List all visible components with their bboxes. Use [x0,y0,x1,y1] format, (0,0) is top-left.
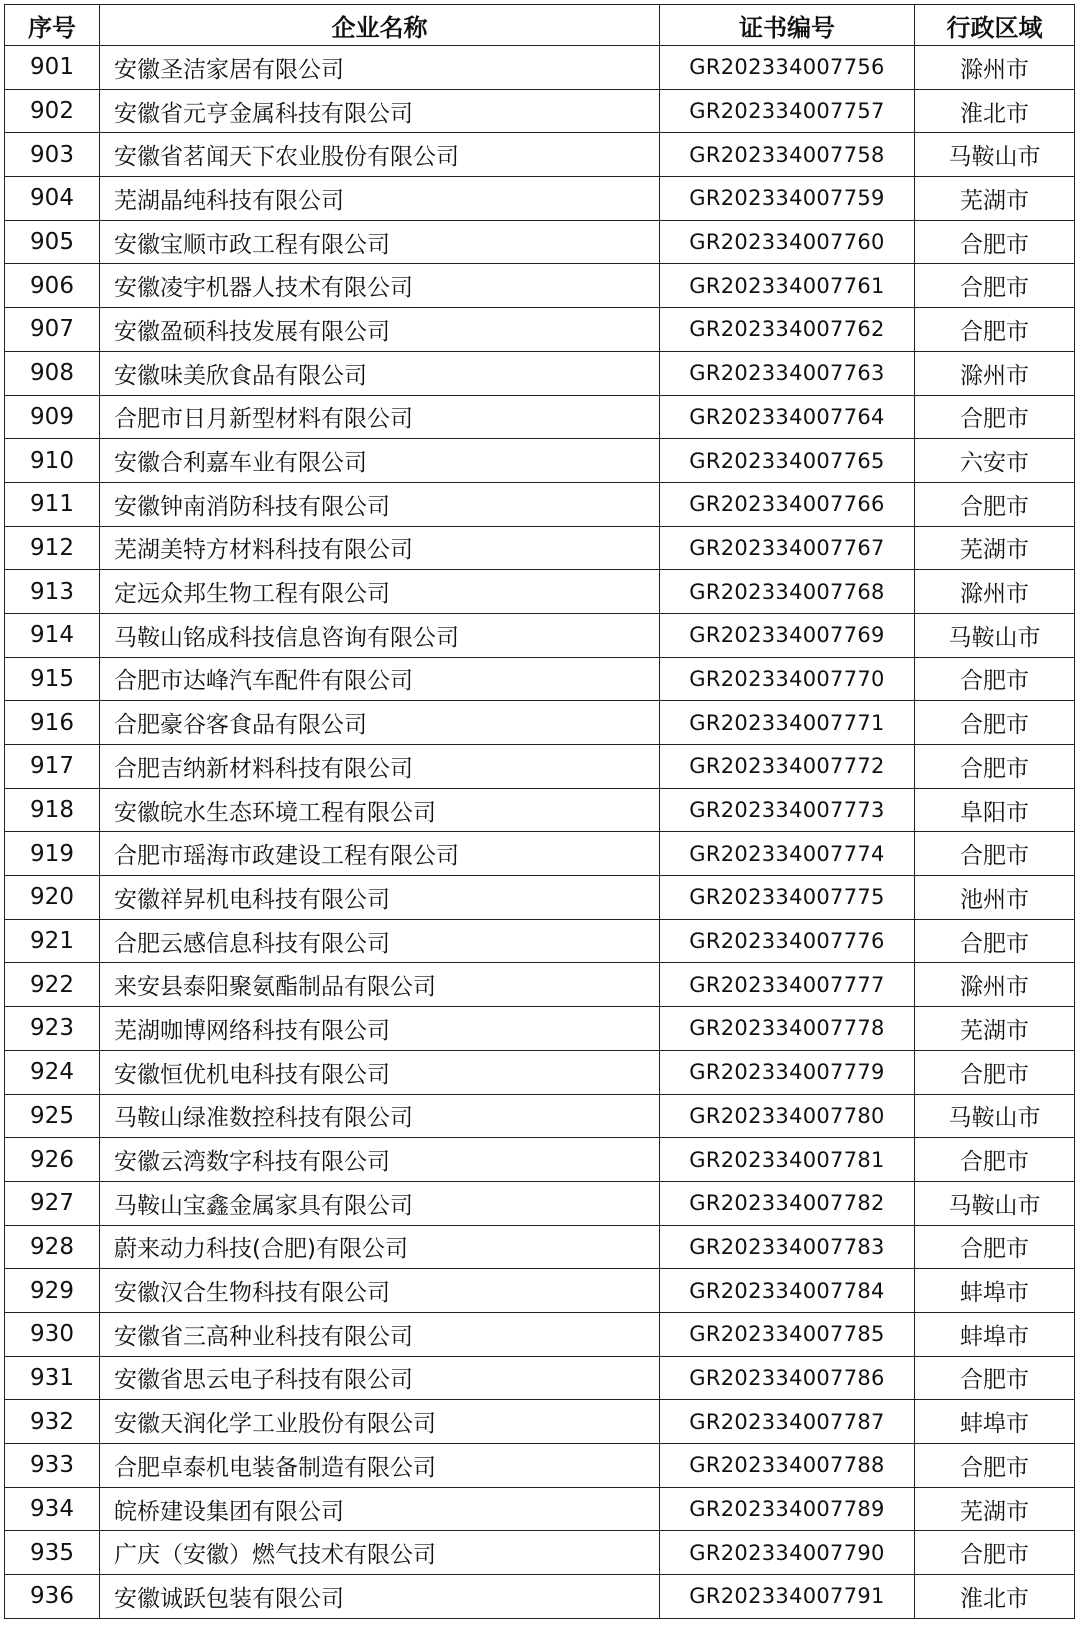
company-name: 安徽汉合生物科技有限公司 [100,1269,660,1313]
certificate-no: GR202334007756 [660,46,915,90]
region: 芜湖市 [915,1007,1075,1051]
region: 马鞍山市 [915,613,1075,657]
region: 合肥市 [915,701,1075,745]
table-row [5,1400,1075,1444]
region: 蚌埠市 [915,1269,1075,1313]
region: 阜阳市 [915,788,1075,832]
company-name: 安徽天润化学工业股份有限公司 [100,1400,660,1444]
region: 合肥市 [915,308,1075,352]
table-row [5,832,1075,876]
row-index: 913 [5,570,100,614]
certificate-no: GR202334007789 [660,1487,915,1531]
table-row [5,1487,1075,1531]
company-name: 安徽凌宇机器人技术有限公司 [100,264,660,308]
row-index: 935 [5,1531,100,1575]
certificate-no: GR202334007787 [660,1400,915,1444]
region: 合肥市 [915,1225,1075,1269]
company-name: 合肥云感信息科技有限公司 [100,919,660,963]
certificate-no: GR202334007767 [660,526,915,570]
company-name: 马鞍山绿准数控科技有限公司 [100,1094,660,1138]
table-row [5,526,1075,570]
company-name: 安徽诚跃包装有限公司 [100,1575,660,1619]
table-row [5,745,1075,789]
row-index: 929 [5,1269,100,1313]
company-name: 安徽省三高种业科技有限公司 [100,1312,660,1356]
certificate-no: GR202334007770 [660,657,915,701]
row-index: 932 [5,1400,100,1444]
certificate-no: GR202334007757 [660,89,915,133]
row-index: 936 [5,1575,100,1619]
company-name: 安徽省思云电子科技有限公司 [100,1356,660,1400]
region: 滁州市 [915,351,1075,395]
region: 合肥市 [915,919,1075,963]
table-row [5,395,1075,439]
table-row [5,1094,1075,1138]
region: 合肥市 [915,220,1075,264]
table-row [5,657,1075,701]
region: 合肥市 [915,1138,1075,1182]
row-index: 910 [5,439,100,483]
company-name: 合肥市瑶海市政建设工程有限公司 [100,832,660,876]
row-index: 924 [5,1050,100,1094]
region: 合肥市 [915,482,1075,526]
company-name: 皖桥建设集团有限公司 [100,1487,660,1531]
certificate-no: GR202334007784 [660,1269,915,1313]
table-row [5,177,1075,221]
row-index: 908 [5,351,100,395]
certificate-no: GR202334007775 [660,876,915,920]
row-index: 911 [5,482,100,526]
region: 马鞍山市 [915,133,1075,177]
row-index: 904 [5,177,100,221]
region: 合肥市 [915,832,1075,876]
table-header [5,5,1075,46]
row-index: 901 [5,46,100,90]
region: 合肥市 [915,657,1075,701]
table-row [5,876,1075,920]
table-row [5,963,1075,1007]
row-index: 914 [5,613,100,657]
row-index: 919 [5,832,100,876]
row-index: 912 [5,526,100,570]
company-name: 安徽皖水生态环境工程有限公司 [100,788,660,832]
header-region: 行政区域 [915,5,1075,46]
certificate-no: GR202334007771 [660,701,915,745]
table-row [5,1007,1075,1051]
certificate-no: GR202334007769 [660,613,915,657]
company-name: 芜湖美特方材料科技有限公司 [100,526,660,570]
table-row [5,1575,1075,1619]
table-row [5,46,1075,90]
table-row [5,89,1075,133]
certificate-no: GR202334007788 [660,1444,915,1488]
certificate-no: GR202334007759 [660,177,915,221]
certificate-no: GR202334007768 [660,570,915,614]
table-row [5,264,1075,308]
table-row [5,1312,1075,1356]
row-index: 922 [5,963,100,1007]
region: 合肥市 [915,1531,1075,1575]
certificate-no: GR202334007780 [660,1094,915,1138]
company-name: 安徽省茗闻天下农业股份有限公司 [100,133,660,177]
certificate-no: GR202334007776 [660,919,915,963]
row-index: 928 [5,1225,100,1269]
table-row [5,1181,1075,1225]
table-row [5,1444,1075,1488]
row-index: 934 [5,1487,100,1531]
company-name: 合肥市达峰汽车配件有限公司 [100,657,660,701]
company-name: 安徽钟南消防科技有限公司 [100,482,660,526]
enterprise-table [4,4,1075,1619]
header-company-name: 企业名称 [100,5,660,46]
company-name: 安徽恒优机电科技有限公司 [100,1050,660,1094]
company-name: 安徽圣洁家居有限公司 [100,46,660,90]
region: 合肥市 [915,745,1075,789]
certificate-no: GR202334007765 [660,439,915,483]
table-row [5,482,1075,526]
row-index: 915 [5,657,100,701]
table-row [5,1138,1075,1182]
region: 六安市 [915,439,1075,483]
company-name: 合肥卓泰机电装备制造有限公司 [100,1444,660,1488]
row-index: 931 [5,1356,100,1400]
row-index: 925 [5,1094,100,1138]
row-index: 907 [5,308,100,352]
region: 马鞍山市 [915,1181,1075,1225]
region: 蚌埠市 [915,1400,1075,1444]
region: 合肥市 [915,395,1075,439]
company-name: 芜湖咖博网络科技有限公司 [100,1007,660,1051]
region: 滁州市 [915,963,1075,1007]
region: 滁州市 [915,46,1075,90]
certificate-no: GR202334007782 [660,1181,915,1225]
company-name: 安徽云湾数字科技有限公司 [100,1138,660,1182]
row-index: 933 [5,1444,100,1488]
row-index: 926 [5,1138,100,1182]
company-name: 来安县泰阳聚氨酯制品有限公司 [100,963,660,1007]
region: 马鞍山市 [915,1094,1075,1138]
table-row [5,1531,1075,1575]
table-row [5,570,1075,614]
header-certificate-no: 证书编号 [660,5,915,46]
certificate-no: GR202334007777 [660,963,915,1007]
certificate-no: GR202334007790 [660,1531,915,1575]
company-name: 合肥豪谷客食品有限公司 [100,701,660,745]
certificate-no: GR202334007778 [660,1007,915,1051]
region: 淮北市 [915,1575,1075,1619]
certificate-no: GR202334007766 [660,482,915,526]
company-name: 合肥市日月新型材料有限公司 [100,395,660,439]
region: 合肥市 [915,1356,1075,1400]
row-index: 920 [5,876,100,920]
row-index: 905 [5,220,100,264]
table-row [5,788,1075,832]
certificate-no: GR202334007772 [660,745,915,789]
table-row [5,919,1075,963]
company-name: 安徽合利嘉车业有限公司 [100,439,660,483]
company-name: 马鞍山铭成科技信息咨询有限公司 [100,613,660,657]
company-name: 定远众邦生物工程有限公司 [100,570,660,614]
certificate-no: GR202334007774 [660,832,915,876]
company-name: 安徽祥昇机电科技有限公司 [100,876,660,920]
certificate-no: GR202334007783 [660,1225,915,1269]
region: 芜湖市 [915,177,1075,221]
certificate-no: GR202334007758 [660,133,915,177]
table-row [5,1356,1075,1400]
table-row [5,133,1075,177]
header-index: 序号 [5,5,100,46]
certificate-no: GR202334007779 [660,1050,915,1094]
row-index: 921 [5,919,100,963]
row-index: 918 [5,788,100,832]
row-index: 923 [5,1007,100,1051]
row-index: 903 [5,133,100,177]
certificate-no: GR202334007773 [660,788,915,832]
row-index: 909 [5,395,100,439]
company-name: 安徽味美欣食品有限公司 [100,351,660,395]
region: 芜湖市 [915,526,1075,570]
region: 合肥市 [915,264,1075,308]
region: 淮北市 [915,89,1075,133]
certificate-no: GR202334007785 [660,1312,915,1356]
table-row [5,613,1075,657]
table-row [5,308,1075,352]
region: 合肥市 [915,1444,1075,1488]
table-body [5,46,1075,1619]
company-name: 蔚来动力科技(合肥)有限公司 [100,1225,660,1269]
certificate-no: GR202334007791 [660,1575,915,1619]
company-name: 马鞍山宝鑫金属家具有限公司 [100,1181,660,1225]
table-row [5,701,1075,745]
certificate-no: GR202334007762 [660,308,915,352]
table-row [5,1050,1075,1094]
company-name: 安徽盈硕科技发展有限公司 [100,308,660,352]
company-name: 安徽宝顺市政工程有限公司 [100,220,660,264]
company-name: 合肥吉纳新材料科技有限公司 [100,745,660,789]
company-name: 安徽省元亨金属科技有限公司 [100,89,660,133]
certificate-no: GR202334007781 [660,1138,915,1182]
row-index: 916 [5,701,100,745]
row-index: 902 [5,89,100,133]
region: 合肥市 [915,1050,1075,1094]
table-row [5,1225,1075,1269]
row-index: 927 [5,1181,100,1225]
row-index: 906 [5,264,100,308]
certificate-no: GR202334007764 [660,395,915,439]
region: 芜湖市 [915,1487,1075,1531]
table-row [5,351,1075,395]
region: 池州市 [915,876,1075,920]
certificate-no: GR202334007763 [660,351,915,395]
region: 滁州市 [915,570,1075,614]
certificate-no: GR202334007761 [660,264,915,308]
company-name: 芜湖晶纯科技有限公司 [100,177,660,221]
certificate-no: GR202334007760 [660,220,915,264]
region: 蚌埠市 [915,1312,1075,1356]
table-row [5,439,1075,483]
table-row [5,220,1075,264]
row-index: 917 [5,745,100,789]
header-row [5,5,1075,46]
row-index: 930 [5,1312,100,1356]
certificate-no: GR202334007786 [660,1356,915,1400]
company-name: 广庆（安徽）燃气技术有限公司 [100,1531,660,1575]
table-row [5,1269,1075,1313]
